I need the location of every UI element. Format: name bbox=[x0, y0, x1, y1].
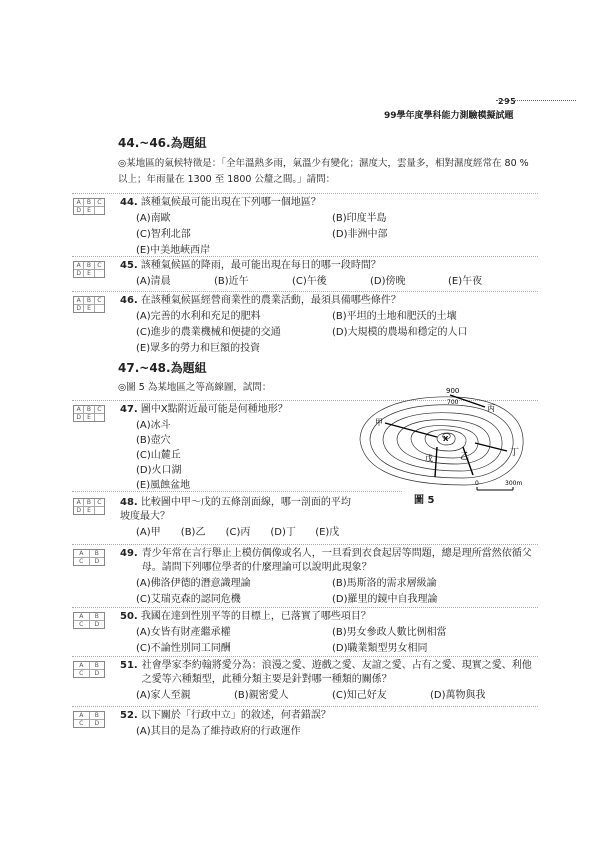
option-e: (E)眾多的勞力和巨額的投資 bbox=[136, 343, 261, 354]
question-divider bbox=[72, 291, 538, 292]
option-e: (E)中美地峽西岸 bbox=[136, 245, 211, 256]
answer-option-d[interactable]: D bbox=[94, 720, 100, 727]
group-title-44-46: 44.~46.為題組 bbox=[118, 136, 207, 150]
answer-box-52[interactable] bbox=[73, 711, 105, 728]
answer-option-b[interactable]: B bbox=[84, 499, 94, 506]
option-c: (C)智利北部 bbox=[136, 229, 191, 240]
contour-label-900: 900 bbox=[446, 387, 460, 395]
question-51: 51. 社會學家李約翰將愛分為：浪漫之愛、遊戲之愛、友誼之愛、占有之愛、現實之愛、利他之愛等六種類型，此種分類主要是針對哪一種類的關係？ (A)家人至親 (B)親密愛人 (C)知己好友 (D)萬物與我 bbox=[120, 660, 532, 701]
question-49: 49. 青少年常在言行舉止上模仿偶像或名人，一旦看到衣食起居等問題，總是理所當然依循父母。請問下列哪位學者的什麼理論可以說明此現象？ (A)佛洛伊德的潛意識理論 (B)馬斯洛的需求層級論 (C)艾瑞克森的認同危機 (D)羅里的鏡中自我理論 bbox=[120, 548, 532, 605]
answer-option-c[interactable]: C bbox=[97, 406, 102, 413]
question-divider bbox=[72, 706, 538, 707]
option-d: (D)萬物與我 bbox=[430, 690, 486, 701]
question-divider bbox=[72, 193, 538, 194]
answer-box-44[interactable] bbox=[73, 198, 105, 215]
contour-map-figure bbox=[345, 385, 535, 505]
option-d: (D)傍晚 bbox=[370, 276, 406, 287]
question-divider bbox=[72, 656, 538, 657]
answer-option-d[interactable]: D bbox=[94, 558, 100, 565]
answer-box-51[interactable] bbox=[73, 661, 105, 678]
answer-option-a[interactable]: A bbox=[74, 712, 90, 719]
option-d: (D)羅里的鏡中自我理論 bbox=[332, 594, 438, 605]
answer-option-b[interactable]: B bbox=[94, 712, 99, 719]
question-divider bbox=[72, 491, 402, 492]
profile-label-wu: 戊 bbox=[425, 454, 433, 463]
contour-label-700: 700 bbox=[447, 399, 459, 406]
answer-option-d[interactable]: D bbox=[74, 414, 84, 421]
option-d: (D)非洲中部 bbox=[332, 229, 388, 240]
answer-box-47[interactable] bbox=[73, 405, 105, 422]
option-b: (B)印度半島 bbox=[332, 213, 387, 224]
answer-option-d[interactable]: D bbox=[94, 621, 100, 628]
profile-label-bing: 丙 bbox=[487, 404, 495, 413]
answer-option-a[interactable]: A bbox=[74, 499, 84, 506]
point-label-x: X bbox=[443, 435, 449, 443]
answer-option-a[interactable]: A bbox=[74, 406, 84, 413]
answer-option-d[interactable]: D bbox=[74, 507, 84, 514]
option-a: (A)甲 bbox=[136, 527, 161, 538]
option-b: (B)男女參政人數比例相當 bbox=[332, 627, 447, 638]
answer-option-d[interactable]: D bbox=[94, 670, 100, 677]
answer-option-a[interactable]: A bbox=[74, 297, 84, 304]
answer-option-e[interactable]: E bbox=[84, 507, 94, 514]
question-48: 48. 比較圖中甲～戊的五條剖面線，哪一剖面的平均坡度最大？ (A)甲 (B)乙 (C)丙 (D)丁 (E)戊 bbox=[120, 496, 360, 540]
answer-option-c[interactable]: C bbox=[97, 199, 102, 206]
option-a: (A)女皆有財產繼承權 bbox=[136, 627, 231, 638]
option-c: (C)進步的農業機械和便捷的交通 bbox=[136, 327, 281, 338]
group-intro-47-48: ◎圖 5 為某地區之等高線圖，試問： bbox=[118, 382, 272, 393]
answer-option-b[interactable]: B bbox=[94, 662, 99, 669]
answer-option-c[interactable]: C bbox=[97, 499, 102, 506]
option-c: (C)山麓丘 bbox=[136, 450, 181, 461]
answer-option-b[interactable]: B bbox=[84, 297, 94, 304]
answer-option-c[interactable]: C bbox=[97, 262, 102, 269]
profile-line-jia bbox=[385, 423, 437, 437]
profile-line-wu bbox=[435, 447, 437, 477]
question-45: 45. 該種氣候區的降雨，最可能出現在每日的哪一段時間？ (A)清晨 (B)近午 (C)午後 (D)傍晚 (E)午夜 bbox=[120, 259, 526, 289]
contour-line bbox=[370, 405, 513, 478]
group-intro-44-46: ◎某地區的氣候特徵是：「全年溫熱多雨，氣溫少有變化；濕度大，雲量多，相對濕度經常在 80 %以上；年雨量在 1300 至 1800 公釐之間。」請問： bbox=[118, 158, 529, 185]
answer-option-d[interactable]: D bbox=[74, 270, 84, 277]
option-a: (A)其目的是為了維持政府的行政運作 bbox=[136, 726, 301, 737]
option-b: (B)壺穴 bbox=[136, 435, 171, 446]
question-divider bbox=[72, 607, 538, 608]
option-b: (B)平坦的土地和肥沃的土壤 bbox=[332, 311, 457, 322]
profile-label-yi: 乙 bbox=[460, 452, 470, 462]
answer-option-b[interactable]: B bbox=[84, 262, 94, 269]
option-a: (A)冰斗 bbox=[136, 420, 171, 431]
answer-option-e[interactable]: E bbox=[84, 207, 94, 214]
answer-option-c[interactable]: C bbox=[74, 621, 90, 628]
answer-option-a[interactable]: A bbox=[74, 662, 90, 669]
answer-option-b[interactable]: B bbox=[94, 550, 99, 557]
option-b: (B)馬斯洛的需求層級論 bbox=[332, 578, 437, 589]
option-a: (A)佛洛伊德的潛意識理論 bbox=[136, 578, 251, 589]
group-title-47-48: 47.~48.為題組 bbox=[118, 361, 207, 375]
option-d: (D)職業類型男女相同 bbox=[332, 643, 428, 654]
profile-label-ding: 丁 bbox=[510, 448, 520, 458]
header-divider bbox=[496, 100, 576, 101]
answer-option-e[interactable]: E bbox=[84, 270, 94, 277]
option-b: (B)乙 bbox=[180, 527, 206, 538]
answer-option-c[interactable]: C bbox=[97, 297, 102, 304]
scale-zero: 0 bbox=[475, 480, 479, 487]
question-52: 52. 以下關於「行政中立」的敘述，何者錯誤？ (A)其目的是為了維持政府的行政運作 bbox=[120, 710, 331, 737]
answer-option-a[interactable]: A bbox=[74, 262, 84, 269]
option-c: (C)午後 bbox=[292, 276, 327, 287]
answer-option-c[interactable]: C bbox=[74, 558, 90, 565]
answer-option-b[interactable]: B bbox=[84, 199, 94, 206]
option-e: (E)午夜 bbox=[448, 276, 483, 287]
answer-box-49[interactable] bbox=[73, 549, 105, 566]
option-a: (A)完善的水利和充足的肥料 bbox=[136, 311, 261, 322]
answer-option-b[interactable]: B bbox=[84, 406, 94, 413]
question-44: 44. 該種氣候最可能出現在下列哪一個地區？ (A)南歐 (B)印度半島 (C)智利北部 (D)非洲中部 (E)中美地峽西岸 bbox=[120, 196, 528, 258]
option-b: (B)近午 bbox=[214, 276, 249, 287]
question-46: 46. 在該種氣候區經營商業性的農業活動，最須具備哪些條件？ (A)完善的水利和充足的肥料 (B)平坦的土地和肥沃的土壤 (C)進步的農業機械和便捷的交通 (D)大規模的農場和穩定的人口 (E)眾多的勞力和巨額的投資 bbox=[120, 294, 528, 356]
scale-distance: 300m bbox=[505, 480, 523, 487]
answer-option-d[interactable]: D bbox=[74, 305, 84, 312]
option-e: (E)戊 bbox=[315, 527, 340, 538]
answer-option-a[interactable]: A bbox=[74, 613, 90, 620]
answer-option-b[interactable]: B bbox=[94, 613, 99, 620]
question-47: 47. 圖中X點附近最可能是何種地形？ (A)冰斗 (B)壺穴 (C)山麓丘 (D)火口湖 (E)風蝕盆地 bbox=[120, 404, 288, 491]
option-b: (B)親密愛人 bbox=[234, 690, 289, 701]
answer-box-50[interactable] bbox=[73, 612, 105, 629]
profile-label-jia: 甲 bbox=[375, 418, 383, 427]
answer-option-c[interactable]: C bbox=[74, 670, 90, 677]
contour-line bbox=[360, 397, 523, 485]
answer-box-45[interactable] bbox=[73, 261, 105, 278]
option-c: (C)知己好友 bbox=[332, 690, 387, 701]
option-d: (D)丁 bbox=[270, 527, 296, 538]
option-a: (A)家人至親 bbox=[136, 690, 191, 701]
option-c: (C)不論性別同工同酬 bbox=[136, 643, 231, 654]
answer-option-e[interactable]: E bbox=[84, 414, 94, 421]
option-d: (D)火口湖 bbox=[136, 465, 182, 476]
answer-option-d[interactable]: D bbox=[74, 207, 84, 214]
answer-option-c[interactable]: C bbox=[74, 720, 90, 727]
option-c: (C)丙 bbox=[225, 527, 251, 538]
option-c: (C)艾瑞克森的認同危機 bbox=[136, 594, 241, 605]
option-e: (E)風蝕盆地 bbox=[136, 480, 191, 491]
option-d: (D)大規模的農場和穩定的人口 bbox=[332, 327, 468, 338]
question-50: 50. 我國在達到性別平等的目標上，已落實了哪些項目？ (A)女皆有財產繼承權 (B)男女參政人數比例相當 (C)不論性別同工同酬 (D)職業類型男女相同 bbox=[120, 610, 528, 656]
answer-option-e[interactable]: E bbox=[84, 305, 94, 312]
answer-box-48[interactable] bbox=[73, 498, 105, 515]
option-a: (A)南歐 bbox=[136, 213, 171, 224]
answer-option-a[interactable]: A bbox=[74, 199, 84, 206]
option-a: (A)清晨 bbox=[136, 276, 171, 287]
figure-caption: 圖 5 bbox=[414, 495, 435, 506]
answer-box-46[interactable] bbox=[73, 296, 105, 313]
page-number: 295 bbox=[498, 97, 517, 106]
answer-option-a[interactable]: A bbox=[74, 550, 90, 557]
question-divider bbox=[72, 256, 538, 257]
running-title: 99學年度學科能力測驗模擬試題 bbox=[384, 111, 514, 121]
question-divider bbox=[72, 544, 538, 545]
